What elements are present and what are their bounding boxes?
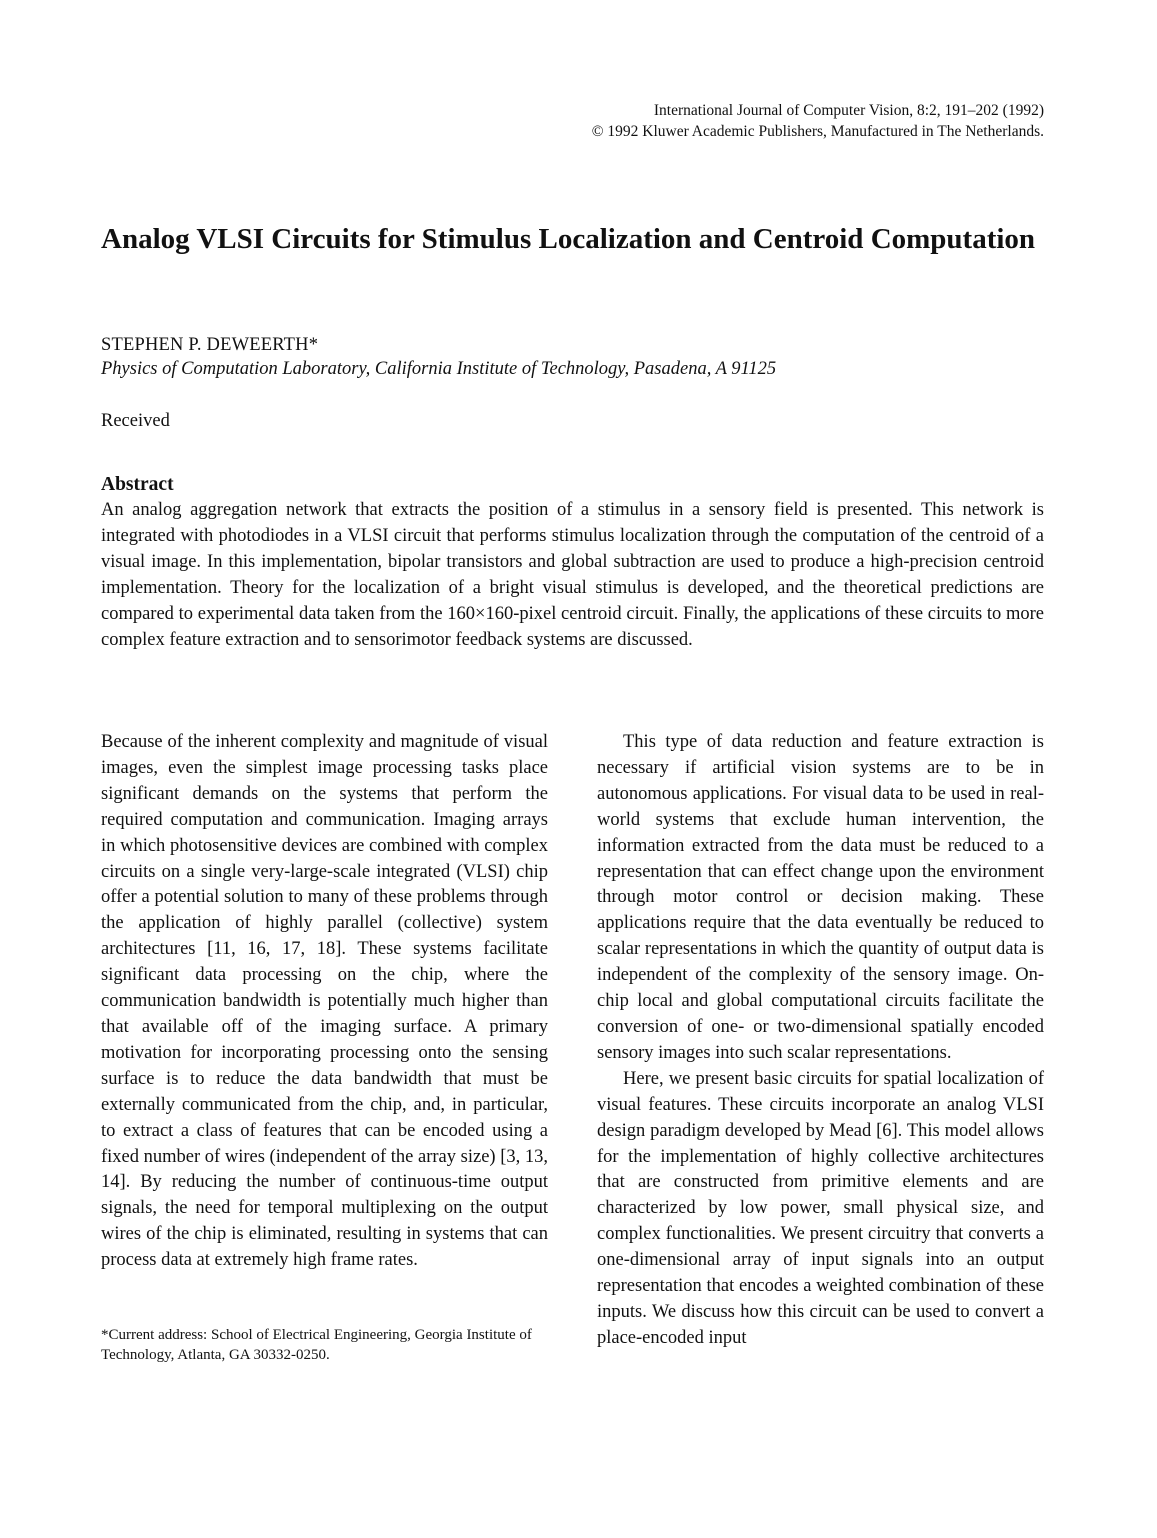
body-column-left: [101, 730, 548, 1274]
body-paragraph: This type of data reduction and feature extraction is necessary if artificial vision systems are to be in autonomous applications. For visual data to be used in real-world systems that exclude human intervention, the information extracted from the data must be reduced to a representation that can effect change upon the environment through motor control or decision making. These applications require that the data eventually be reduced to scalar representations in which the quantity of output data is independent of the complexity of the sensory image. On-chip local and global computational circuits facilitate the conversion of one- or two-dimensional spatially encoded sensory images into such scalar representations.: [597, 732, 1044, 1063]
body-paragraph: Because of the inherent complexity and magnitude of visual images, even the simplest image processing tasks place significant demands on the systems that perform the required computation and communication. Imaging arrays in which photosensitive devices are combined with complex circuits on a single very-large-scale integrated (VLSI) chip offer a potential solution to many of these problems through the application of highly parallel (collective) system architectures [11, 16, 17, 18]. These systems facilitate significant data processing on the chip, where the communication bandwidth is potentially much higher than that available off of the imaging surface. A primary motivation for incorporating processing onto the sensing surface is to reduce the data bandwidth that must be externally communicated from the chip, and, in particular, to extract a class of features that can be encoded using a fixed number of wires (independent of the array size) [3, 13, 14]. By reducing the number of continuous-time output signals, the need for temporal multiplexing on the output wires of the chip is eliminated, resulting in systems that can process data at extremely high frame rates.: [101, 732, 548, 1271]
abstract-text: An analog aggregation network that extracts the position of a stimulus in a sensory field is presented. This network is integrated with photodiodes in a VLSI circuit that performs stimulus localization through the computation of the centroid of a visual image. In this implementation, bipolar transistors and global subtraction are used to produce a high-precision centroid implementation. Theory for the localization of a bright visual stimulus is developed, and the theoretical predictions are compared to experimental data taken from the 160×160-pixel centroid circuit. Finally, the applications of these circuits to more complex feature extraction and to sensorimotor feedback systems are discussed.: [101, 500, 1044, 650]
author-affiliation: Physics of Computation Laboratory, California Institute of Technology, Pasadena, A 91125: [101, 359, 777, 379]
body-column-right: [597, 730, 1044, 1352]
author-name: STEPHEN P. DEWEERTH*: [101, 335, 319, 355]
body-paragraph: Here, we present basic circuits for spatial localization of visual features. These circuits incorporate an analog VLSI design paradigm developed by Mead [6]. This model allows for the implementation of highly collective architectures that are constructed from primitive elements and are characterized by low power, small physical size, and complex functionalities. We present circuitry that converts a one-dimensional array of input signals into an output representation that encodes a weighted combination of these inputs. We discuss how this circuit can be used to convert a place-encoded input: [597, 1068, 1044, 1348]
journal-citation: International Journal of Computer Vision, 8:2, 191–202 (1992): [653, 102, 1044, 119]
publisher-notice: © 1992 Kluwer Academic Publishers, Manufactured in The Netherlands.: [591, 123, 1044, 140]
article-title: Analog VLSI Circuits for Stimulus Localization and Centroid Computation: [101, 223, 1036, 255]
received-date: Received: [101, 411, 170, 431]
abstract-heading: Abstract: [101, 474, 174, 495]
author-footnote: *Current address: School of Electrical Engineering, Georgia Institute of Technology, Atlanta, GA 30332-0250.: [101, 1327, 532, 1363]
journal-header: [592, 100, 1044, 142]
